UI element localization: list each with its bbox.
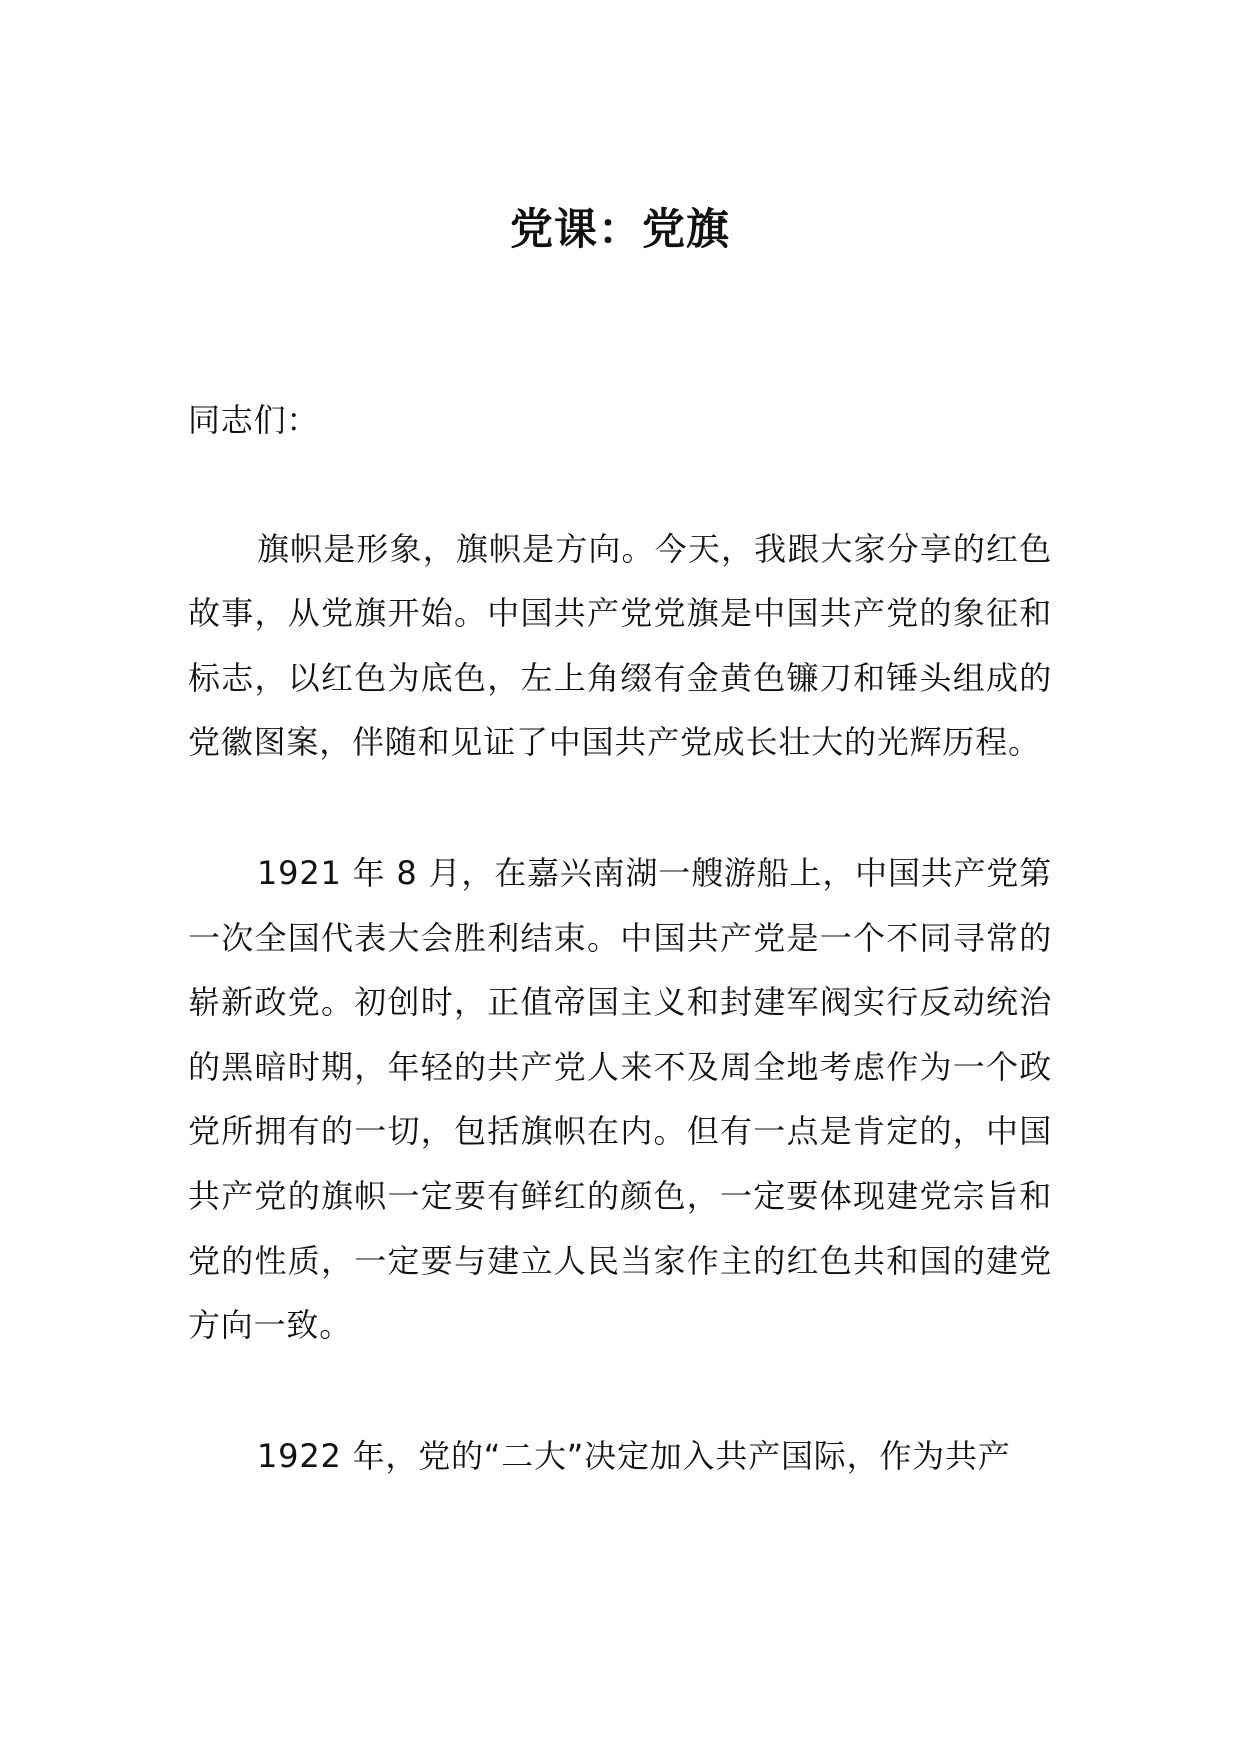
paragraph-1922: 1922 年，党的“二大”决定加入共产国际，作为共产: [257, 1436, 1011, 1475]
salutation: 同志们：: [188, 401, 320, 439]
document-body: [188, 388, 1052, 1554]
paragraph-1921: 1921 年 8 月，在嘉兴南湖一艘游船上，中国共产党第一次全国代表大会胜利结束。中国共产党是一个不同寻常的崭新政党。初创时，正值帝国主义和封建军阀实行反动统治的黑暗时期，年轻的共产党人来不及周全地考虑作为一个政党所拥有的一切，包括旗帜在内。但有一点是肯定的，中国共产党的旗帜一定要有鲜红的颜色，一定要体现建党宗旨和党的性质，一定要与建立人民当家作主的红色共和国的建党方向一致。: [188, 853, 1052, 1345]
document-title: 党课：党旗: [510, 205, 730, 255]
paragraph-flag-intro: 旗帜是形象，旗帜是方向。今天，我跟大家分享的红色故事，从党旗开始。中国共产党党旗是中国共产党的象征和标志，以红色为底色，左上角缀有金黄色镰刀和锤头组成的党徽图案，伴随和见证了中国共产党成长壮大的光辉历程。: [188, 529, 1052, 762]
